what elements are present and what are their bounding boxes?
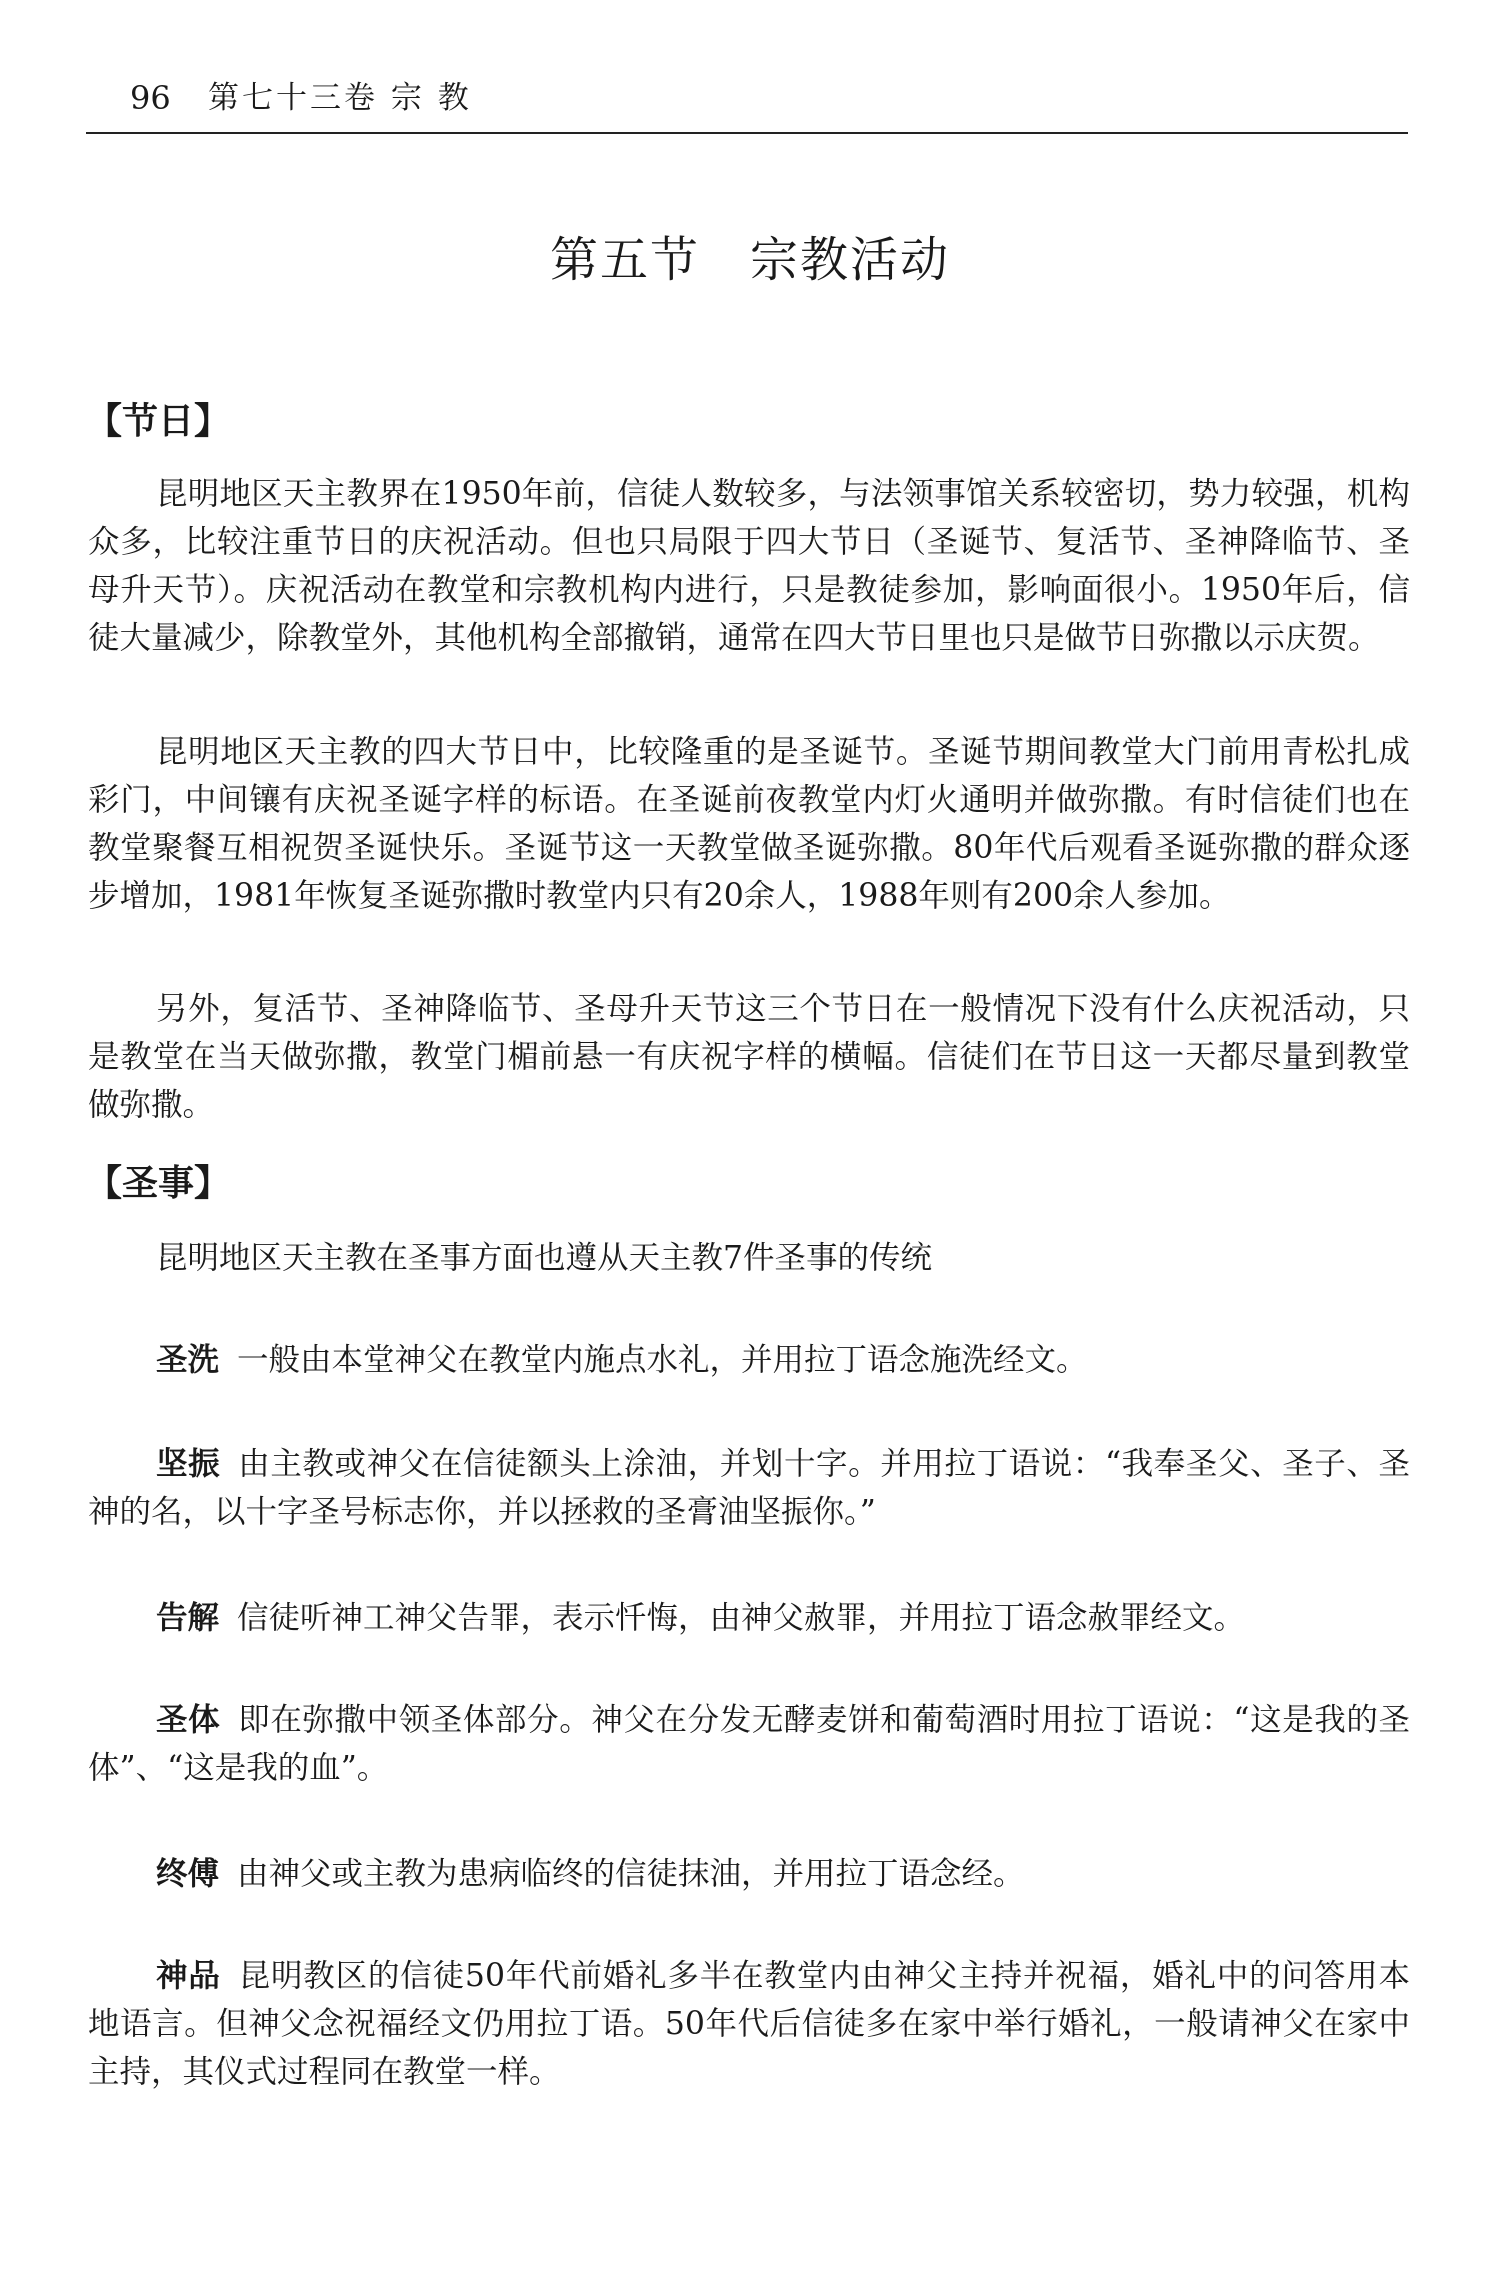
section-title: 第五节 宗教活动 <box>549 232 950 288</box>
sacrament-item <box>88 1336 1410 1384</box>
sacrament-term: 终傅 <box>156 1856 220 1892</box>
sacrament-term: 坚振 <box>156 1446 221 1482</box>
sacrament-text: 即在弥撒中领圣体部分。神父在分发无酵麦饼和葡萄酒时用拉丁语说：“这是我的圣体”、“这是我的血”。 <box>88 1702 1410 1786</box>
sacrament-term: 告解 <box>156 1600 220 1636</box>
sacrament-item <box>88 1952 1410 2096</box>
sacrament-term: 神品 <box>156 1958 221 1994</box>
sacrament-item <box>88 1594 1410 1642</box>
sacraments-heading: 【圣事】 <box>86 1163 231 1204</box>
sacrament-text: 昆明教区的信徒50年代前婚礼多半在教堂内由神父主持并祝福，婚礼中的问答用本地语言。但神父念祝福经文仍用拉丁语。50年代后信徒多在家中举行婚礼，一般请神父在家中主持，其仪式过程同在教堂一样。 <box>88 1958 1410 2090</box>
sacrament-item <box>88 1850 1410 1898</box>
sacraments-intro: 昆明地区天主教在圣事方面也遵从天主教7件圣事的传统 <box>156 1240 933 1276</box>
festivals-paragraph-1: 昆明地区天主教界在1950年前，信徒人数较多，与法领事馆关系较密切，势力较强，机构众多，比较注重节日的庆祝活动。但也只局限于四大节日（圣诞节、复活节、圣神降临节、圣母升天节）。庆祝活动在教堂和宗教机构内进行，只是教徒参加，影响面很小。1950年后，信徒大量减少，除教堂外，其他机构全部撤销，通常在四大节日里也只是做节日弥撒以示庆贺。 <box>88 476 1410 656</box>
sacrament-item <box>88 1696 1410 1792</box>
running-header <box>86 76 1408 134</box>
sacrament-text: 由主教或神父在信徒额头上涂油，并划十字。并用拉丁语说：“我奉圣父、圣子、圣神的名，以十字圣号标志你，并以拯救的圣膏油坚振你。” <box>88 1446 1410 1530</box>
page-number: 96 <box>130 79 171 117</box>
sacrament-text: 一般由本堂神父在教堂内施点水礼，并用拉丁语念施洗经文。 <box>237 1342 1088 1378</box>
festivals-heading: 【节日】 <box>86 401 231 442</box>
festivals-paragraph-3: 另外，复活节、圣神降临节、圣母升天节这三个节日在一般情况下没有什么庆祝活动，只是教堂在当天做弥撒，教堂门楣前悬一有庆祝字样的横幅。信徒们在节日这一天都尽量到教堂做弥撒。 <box>88 991 1410 1123</box>
sacrament-term: 圣体 <box>156 1702 221 1738</box>
running-header-title: 第七十三卷 宗 教 <box>208 80 472 116</box>
sacrament-text: 信徒听神工神父告罪，表示忏悔，由神父赦罪，并用拉丁语念赦罪经文。 <box>237 1600 1246 1636</box>
sacrament-item <box>88 1440 1410 1536</box>
sacrament-text: 由神父或主教为患病临终的信徒抹油，并用拉丁语念经。 <box>237 1856 1025 1892</box>
sacrament-term: 圣洗 <box>156 1342 220 1378</box>
festivals-paragraph-2: 昆明地区天主教的四大节日中，比较隆重的是圣诞节。圣诞节期间教堂大门前用青松扎成彩门，中间镶有庆祝圣诞字样的标语。在圣诞前夜教堂内灯火通明并做弥撒。有时信徒们也在教堂聚餐互相祝贺圣诞快乐。圣诞节这一天教堂做圣诞弥撒。80年代后观看圣诞弥撒的群众逐步增加，1981年恢复圣诞弥撒时教堂内只有20余人，1988年则有200余人参加。 <box>88 734 1410 914</box>
